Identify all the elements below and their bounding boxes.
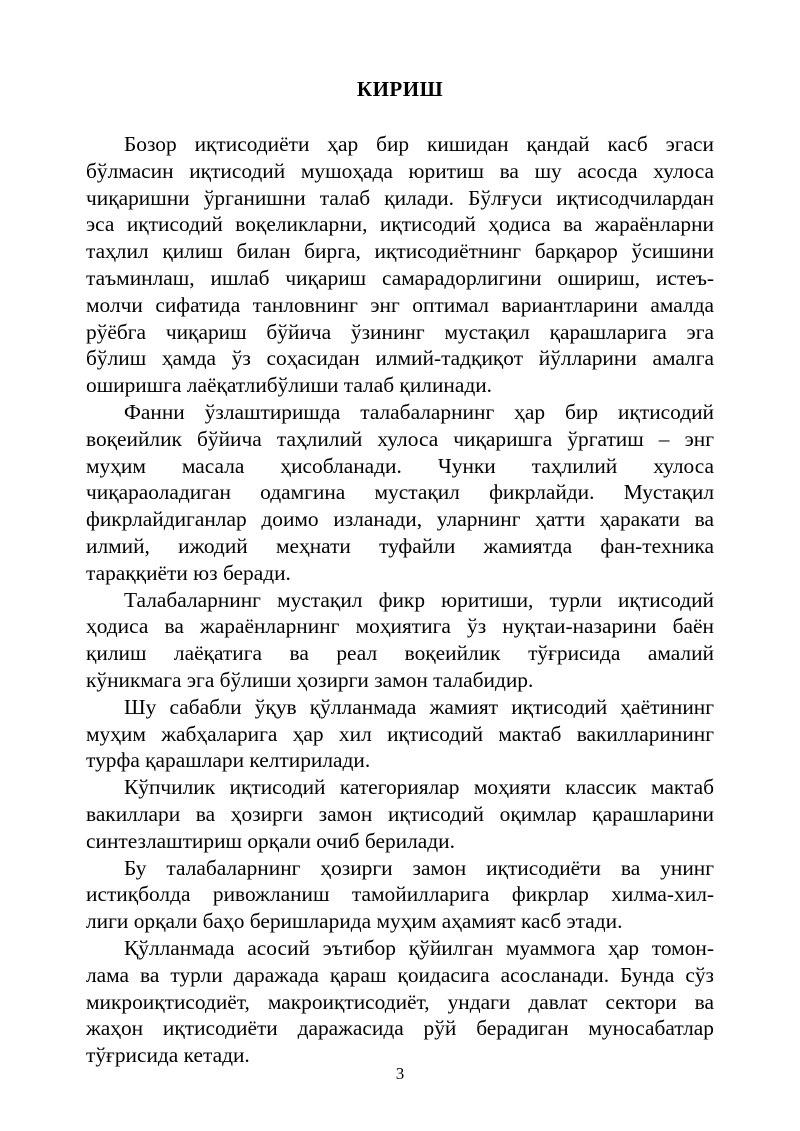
text-line: оширишга лаёқатлибўлиши талаб қилинади. xyxy=(86,373,493,398)
paragraph xyxy=(86,774,714,854)
text-line: қилиш лаёқатига ва реал воқеийлик тўғрисида амалий xyxy=(86,641,714,666)
text-line: истиқболда ривожланиш тамойилларига фикрлар хилма-хил- xyxy=(86,882,714,907)
text-line: вакиллари ва ҳозирги замон иқтисодий оқимлар қарашларини xyxy=(86,801,714,826)
text-line: таъминлаш, ишлаб чиқариш самарадорлигини ошириш, истеъ- xyxy=(86,265,714,290)
text-line: муҳим масала ҳисобланади. Чунки таҳлилий хулоса xyxy=(86,453,714,478)
paragraph xyxy=(86,694,714,774)
text-line: Бу талабаларнинг ҳозирги замон иқтисодиёти ва унинг xyxy=(124,855,714,880)
page-number: 3 xyxy=(395,1064,405,1083)
text-line: жаҳон иқтисодиёти даражасида рўй берадиган муносабатлар xyxy=(86,1016,714,1041)
text-line: воқеийлик бўйича таҳлилий хулоса чиқаришга ўргатиш – энг xyxy=(86,426,714,451)
text-line: муҳим жабҳаларига ҳар хил иқтисодий мактаб вакилларининг xyxy=(86,721,714,746)
text-line: тараққиёти юз беради. xyxy=(86,560,291,585)
document-page xyxy=(86,0,714,1131)
text-line: кўникмага эга бўлиши ҳозирги замон талабидир. xyxy=(86,667,534,692)
text-line: Бозор иқтисодиёти ҳар бир кишидан қандай касб эгаси xyxy=(124,132,714,156)
text-line: чиқаришни ўрганишни талаб қилади. Бўлғуси иқтисодчилардан xyxy=(86,185,714,210)
body-text xyxy=(86,131,714,1069)
text-line: синтезлаштириш орқали очиб берилади. xyxy=(86,828,455,853)
text-line: таҳлил қилиш билан бирга, иқтисодиётнинг барқарор ўсишини xyxy=(86,239,714,264)
text-line: Қўлланмада асосий эътибор қўйилган муаммога ҳар томон- xyxy=(124,935,714,960)
text-line: эса иқтисодий воқеликларни, иқтисодий ҳодиса ва жараёнларни xyxy=(86,212,714,237)
text-line: турфа қарашлари келтирилади. xyxy=(86,748,371,773)
text-line: бўлмасин иқтисодий мушоҳада юритиш ва шу асосда хулоса xyxy=(86,158,714,183)
text-line: Шу сабабли ўқув қўлланмада жамият иқтисодий ҳаётининг xyxy=(124,694,714,719)
text-line: ҳодиса ва жараёнларнинг моҳиятига ўз нуқтаи-назарини баён xyxy=(86,614,714,639)
text-line: микроиқтисодиёт, макроиқтисодиёт, ундаги давлат сектори ва xyxy=(86,989,714,1014)
text-line: лиги орқали баҳо беришларида муҳим аҳамият касб этади. xyxy=(86,909,623,934)
text-line: рўёбга чиқариш бўйича ўзининг мустақил қарашларига эга xyxy=(86,319,714,344)
paragraph xyxy=(86,935,714,1069)
paragraph xyxy=(86,855,714,935)
page-heading: КИРИШ xyxy=(356,77,444,101)
text-line: тўғрисида кетади. xyxy=(86,1043,250,1068)
text-line: чиқараоладиган одамгина мустақил фикрлайди. Мустақил xyxy=(86,480,714,505)
text-line: илмий, ижодий меҳнати туфайли жамиятда фан-техника xyxy=(86,533,714,558)
paragraph xyxy=(86,131,714,399)
text-line: молчи сифатида танловнинг энг оптимал вариантларини амалда xyxy=(86,292,714,317)
text-line: бўлиш ҳамда ўз соҳасидан илмий-тадқиқот йўлларини амалга xyxy=(86,346,714,371)
text-line: лама ва турли даражада қараш қоидасига асосланади. Бунда сўз xyxy=(86,962,714,987)
text-line: фикрлайдиганлар доимо изланади, уларнинг ҳатти ҳаракати ва xyxy=(86,507,714,532)
paragraph xyxy=(86,587,714,694)
text-line: Фанни ўзлаштиришда талабаларнинг ҳар бир иқтисодий xyxy=(124,399,714,424)
text-line: Талабаларнинг мустақил фикр юритиши, турли иқтисодий xyxy=(124,587,714,612)
paragraph xyxy=(86,399,714,587)
text-line: Кўпчилик иқтисодий категориялар моҳияти классик мактаб xyxy=(124,775,714,800)
